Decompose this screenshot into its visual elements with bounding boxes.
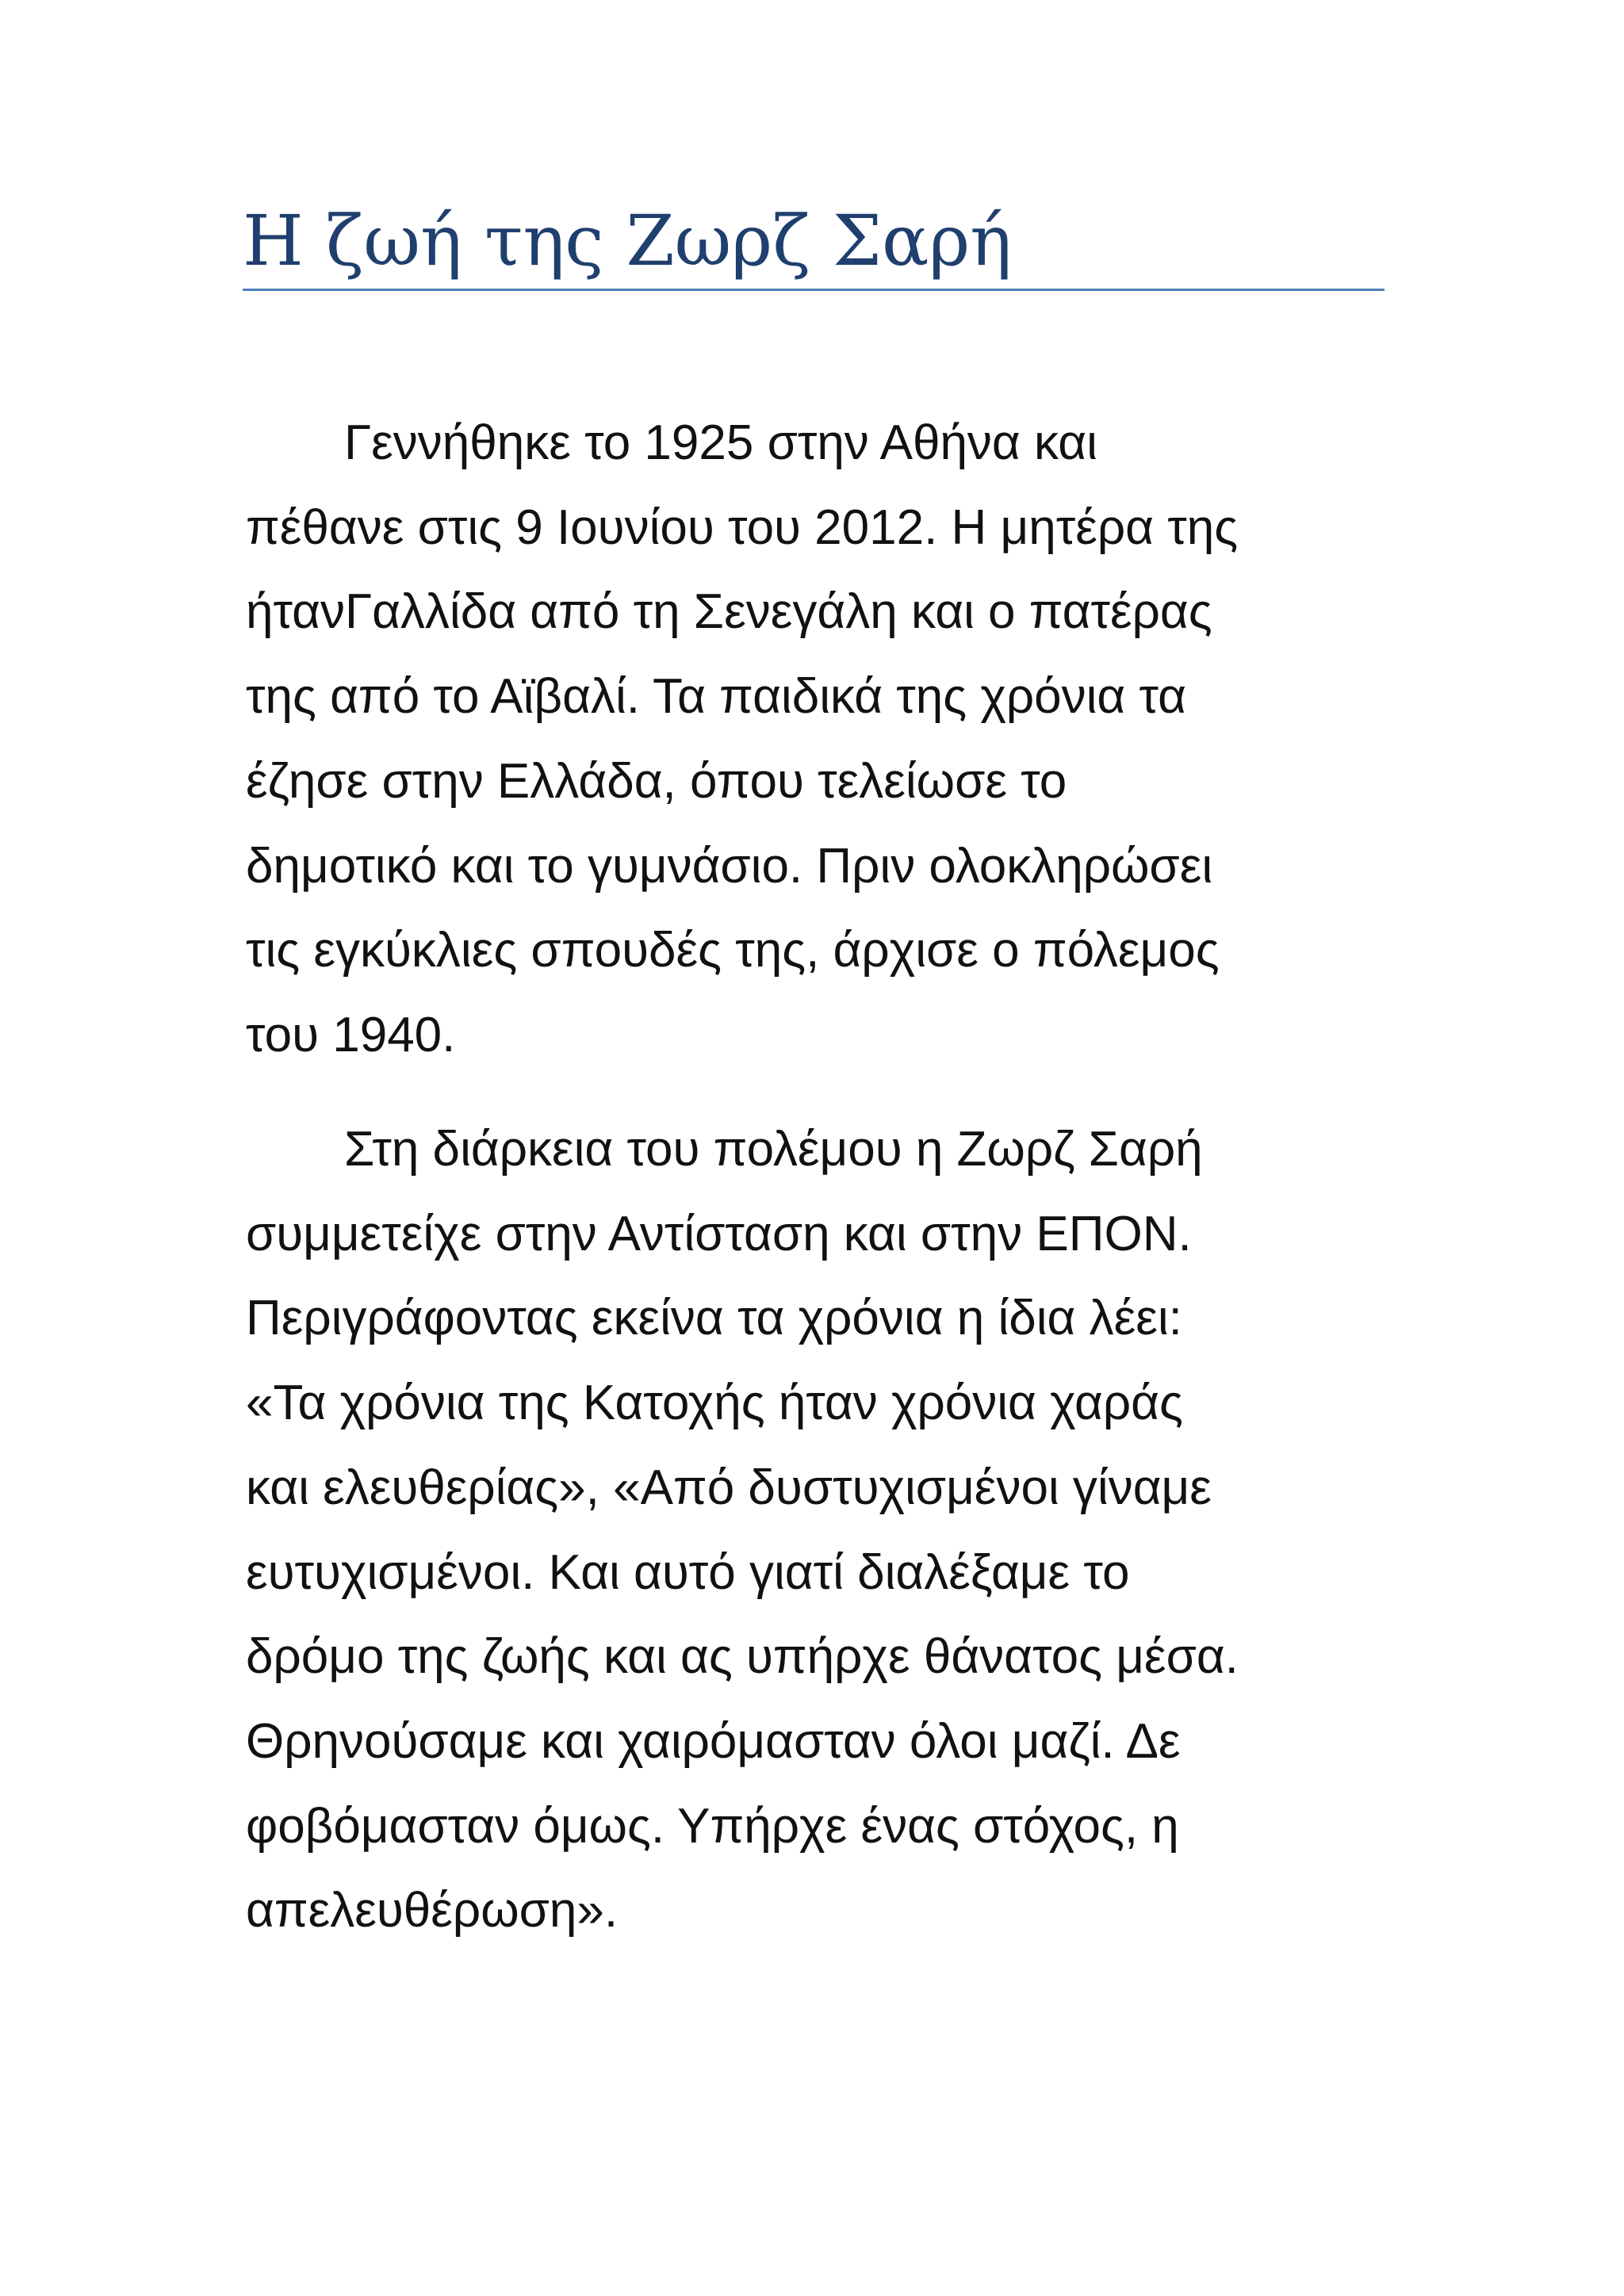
paragraph-line: της από το Αϊβαλί. Τα παιδικά της χρόνια τα bbox=[246, 669, 1186, 725]
paragraph-line: Γεννήθηκε το 1925 στην Αθήνα και bbox=[344, 415, 1097, 470]
paragraph-line: απελευθέρωση». bbox=[246, 1883, 619, 1938]
paragraph-line: τις εγκύκλιες σπουδές της, άρχισε ο πόλεμος bbox=[246, 923, 1220, 978]
paragraph-line: Θρηνούσαμε και χαιρόμασταν όλοι μαζί. Δε bbox=[246, 1713, 1181, 1769]
paragraph-line: «Τα χρόνια της Κατοχής ήταν χρόνια χαράς bbox=[246, 1376, 1183, 1431]
paragraph-line: φοβόμασταν όμως. Υπήρχε ένας στόχος, η bbox=[246, 1798, 1179, 1854]
paragraph-line: του 1940. bbox=[246, 1007, 456, 1062]
paragraph-line: δημοτικό και το γυμνάσιο. Πριν ολοκληρώσει bbox=[246, 838, 1213, 894]
paragraph-line: Περιγράφοντας εκείνα τα χρόνια η ίδια λέει: bbox=[246, 1291, 1182, 1346]
paragraph-resistance-years bbox=[246, 1108, 1388, 1954]
paragraph-line: ευτυχισμένοι. Και αυτό γιατί διαλέξαμε το bbox=[246, 1544, 1130, 1600]
paragraph-line: έζησε στην Ελλάδα, όπου τελείωσε το bbox=[246, 753, 1067, 809]
title-underline bbox=[243, 289, 1385, 291]
paragraph-birth-and-childhood bbox=[246, 401, 1388, 1078]
paragraph-line: ήτανΓαλλίδα από τη Σενεγάλη και ο πατέρας bbox=[246, 584, 1212, 640]
paragraph-line: και ελευθερίας», «Από δυστυχισμένοι γίναμε bbox=[246, 1460, 1212, 1515]
paragraph-line: συμμετείχε στην Αντίσταση και στην ΕΠΟΝ. bbox=[246, 1206, 1192, 1261]
paragraph-line: πέθανε στις 9 Ιουνίου του 2012. Η μητέρα της bbox=[246, 499, 1239, 555]
paragraph-line: δρόμο της ζωής και ας υπήρχε θάνατος μέσα. bbox=[246, 1629, 1239, 1685]
page-title: Η ζωή της Ζωρζ Σαρή bbox=[243, 200, 1012, 281]
paragraph-line: Στη διάρκεια του πολέμου η Ζωρζ Σαρή bbox=[344, 1122, 1203, 1177]
